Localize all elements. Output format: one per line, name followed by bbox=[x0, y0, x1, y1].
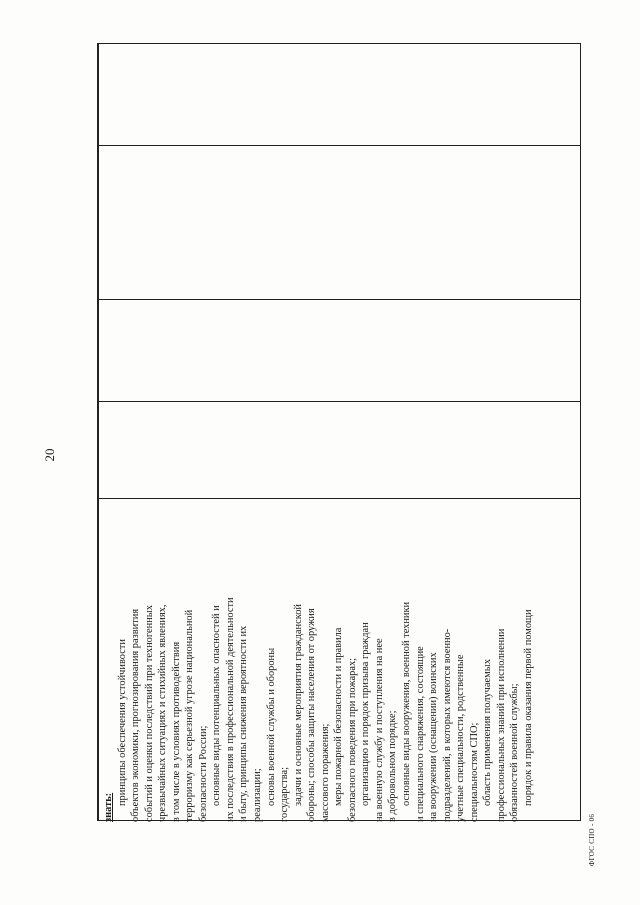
knowledge-line: основные виды вооружения, военной техники bbox=[401, 601, 413, 806]
knowledge-line: обязанностей военной службы; bbox=[509, 683, 521, 822]
knowledge-line: событий и оценки последствий при техногенных bbox=[143, 605, 155, 822]
knowledge-line: государства; bbox=[279, 767, 291, 822]
knowledge-line: безопасного поведения при пожарах; bbox=[346, 657, 358, 822]
knowledge-heading: знать: bbox=[103, 792, 114, 822]
knowledge-line: порядок и правила оказания первой помощи bbox=[522, 609, 534, 806]
knowledge-line: подразделений, в которых имеются военно- bbox=[441, 628, 453, 822]
page-number: 20 bbox=[42, 448, 57, 462]
knowledge-line: терроризму как серьезной угрозе национальной bbox=[184, 609, 196, 822]
knowledge-line: в добровольном порядке; bbox=[387, 710, 399, 822]
table-divider-1 bbox=[98, 145, 580, 146]
knowledge-line: их последствия в профессиональной деятельности bbox=[224, 597, 236, 822]
knowledge-line: профессиональных знаний при исполнении bbox=[495, 628, 507, 822]
knowledge-line: область применения получаемых bbox=[482, 659, 494, 806]
table-left-strip bbox=[98, 44, 99, 820]
knowledge-line: массового поражения; bbox=[319, 723, 331, 822]
footer-code: ФГОС СПО - 06 bbox=[588, 813, 596, 867]
knowledge-line: и быту, принципы снижения вероятности их bbox=[238, 625, 250, 822]
knowledge-line: основы военной службы и обороны bbox=[265, 647, 277, 806]
knowledge-line: основные виды потенциальных опасностей и bbox=[211, 605, 223, 806]
knowledge-line: безопасности России; bbox=[197, 725, 209, 822]
knowledge-text bbox=[100, 498, 536, 822]
knowledge-line: объектов экономики, прогнозирования развития bbox=[130, 608, 142, 822]
knowledge-line: на военную службу и поступления на нее bbox=[373, 638, 385, 822]
knowledge-line: специальностям СПО; bbox=[468, 722, 480, 822]
knowledge-line: на вооружении (оснащении) воинских bbox=[428, 652, 440, 822]
knowledge-line: принципы обеспечения устойчивости bbox=[116, 639, 128, 806]
knowledge-line: и специального снаряжения, состоящие bbox=[414, 646, 426, 822]
knowledge-line: чрезвычайных ситуациях и стихийных явлениях, bbox=[157, 604, 169, 822]
knowledge-line: меры пожарной безопасности и правила bbox=[333, 627, 345, 806]
table-divider-2 bbox=[98, 299, 580, 300]
knowledge-line: задачи и основные мероприятия гражданской bbox=[292, 604, 304, 806]
knowledge-line: организацию и порядок призыва граждан bbox=[360, 622, 372, 806]
knowledge-cell bbox=[100, 498, 578, 822]
knowledge-line: обороны; способы защиты населения от оружия bbox=[306, 608, 318, 822]
knowledge-line: в том числе в условиях противодействия bbox=[170, 641, 182, 822]
knowledge-line: учетные специальности, родственные bbox=[455, 654, 467, 822]
knowledge-line: реализации; bbox=[252, 768, 264, 822]
table-divider-3 bbox=[98, 401, 580, 402]
